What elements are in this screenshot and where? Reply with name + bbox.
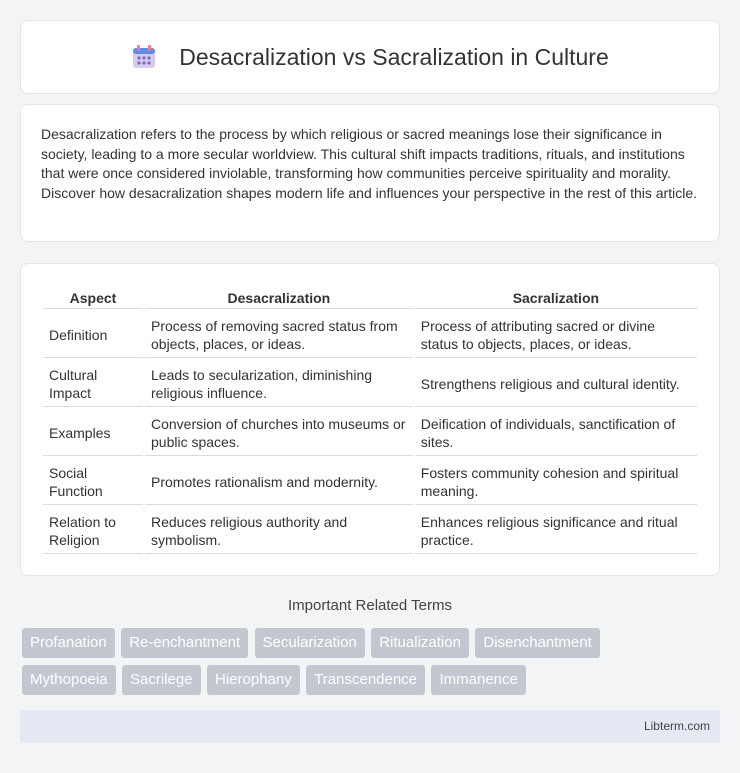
table-cell: Definition: [43, 311, 143, 358]
intro-text: Desacralization refers to the process by which religious or sacred meanings lose their significance in society, leading to a more secular worldview. This cultural shift impacts traditions, rituals, and institutions that were once considered inviolable, transforming how communities perceive spirituality and morality. Discover how desacralization shapes modern life and influences your perspective in the rest of this article.: [41, 126, 697, 201]
table-cell: Fosters community cohesion and spiritual meaning.: [415, 458, 697, 505]
comparison-table-card: [20, 263, 720, 576]
table-cell: Enhances religious significance and ritual practice.: [415, 507, 697, 554]
tag-re-enchantment[interactable]: Re-enchantment: [121, 628, 248, 658]
table-row: [43, 458, 697, 505]
tag-hierophany[interactable]: Hierophany: [207, 665, 300, 695]
related-terms-title: Important Related Terms: [288, 597, 452, 614]
related-terms-list: [22, 628, 722, 702]
page-title: Desacralization vs Sacralization in Culture: [179, 43, 609, 70]
intro-card: [20, 104, 720, 242]
column-header: Desacralization: [145, 286, 413, 309]
table-cell: Promotes rationalism and modernity.: [145, 458, 413, 505]
table-cell: Conversion of churches into museums or public spaces.: [145, 409, 413, 456]
tag-sacrilege[interactable]: Sacrilege: [122, 665, 201, 695]
table-cell: Examples: [43, 409, 143, 456]
tag-secularization[interactable]: Secularization: [255, 628, 365, 658]
table-cell: Deification of individuals, sanctification of sites.: [415, 409, 697, 456]
table-cell: Leads to secularization, diminishing religious influence.: [145, 360, 413, 407]
footer: [20, 710, 720, 743]
header-card: [20, 20, 720, 94]
table-cell: Process of removing sacred status from objects, places, or ideas.: [145, 311, 413, 358]
table-cell: Process of attributing sacred or divine status to objects, places, or ideas.: [415, 311, 697, 358]
table-cell: Relation to Religion: [43, 507, 143, 554]
tag-disenchantment[interactable]: Disenchantment: [475, 628, 599, 658]
tag-ritualization[interactable]: Ritualization: [371, 628, 469, 658]
tag-transcendence[interactable]: Transcendence: [306, 665, 425, 695]
table-row: [43, 507, 697, 554]
tag-profanation[interactable]: Profanation: [22, 628, 115, 658]
comparison-table: [41, 284, 699, 556]
tag-immanence[interactable]: Immanence: [431, 665, 525, 695]
table-row: [43, 311, 697, 358]
tag-mythopoeia[interactable]: Mythopoeia: [22, 665, 116, 695]
column-header: Aspect: [43, 286, 143, 309]
column-header: Sacralization: [415, 286, 697, 309]
table-cell: Social Function: [43, 458, 143, 505]
table-row: [43, 360, 697, 407]
table-row: [43, 409, 697, 456]
table-cell: Cultural Impact: [43, 360, 143, 407]
table-header-row: [43, 286, 697, 309]
calendar-icon: [131, 44, 157, 70]
footer-site-link[interactable]: Libterm.com: [643, 719, 710, 733]
table-cell: Reduces religious authority and symbolism.: [145, 507, 413, 554]
table-cell: Strengthens religious and cultural identity.: [415, 360, 697, 407]
